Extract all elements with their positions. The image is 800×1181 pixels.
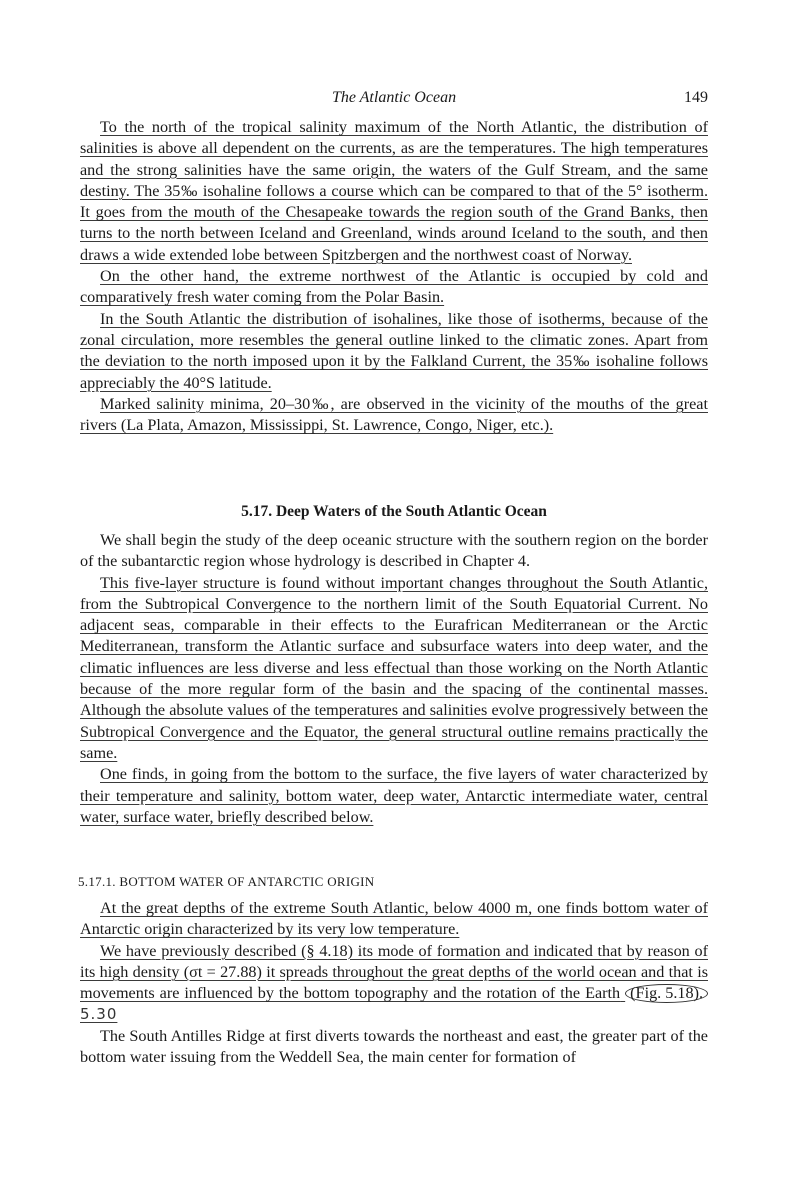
paragraph: In the South Atlantic the distribution of isohalines, like those of isotherms, because of the zonal circulation, more resembles the general outline linked to the climatic zones. Apart from the deviation to the north imposed upon it by the Falkland Current, the 35‰ isohaline follows appreciably the 40°S latitude. [80,309,708,392]
page-header [80,88,708,112]
paragraph: Marked salinity minima, 20–30‰, are observed in the vicinity of the mouths of the great rivers (La Plata, Amazon, Mississippi, St. Lawrence, Congo, Niger, etc.). [80,394,708,435]
paragraph: One finds, in going from the bottom to the surface, the five layers of water characterized by their temperature and salinity, bottom water, deep water, Antarctic intermediate water, central water, surface water, briefly described below. [80,765,708,826]
handwritten-annotation: 5.30 [80,1005,118,1024]
section-heading: 5.17. Deep Waters of the South Atlantic Ocean [241,503,547,520]
paragraph [80,941,708,1026]
paragraph: To the north of the tropical salinity maximum of the North Atlantic, the distribution of salinities is above all dependent on the currents, as are the temperatures. The high temperatures and the strong salinities have the same origin, the waters of the Gulf Stream, and the same destiny. The 35‰ isohaline follows a course which can be compared to that of the 5° isotherm. It goes from the mouth of the Chesapeake towards the region south of the Grand Banks, then turns to the north between Iceland and Greenland, winds around Iceland to the south, and then draws a wide extended lobe between Spitzbergen and the northwest coast of Norway. [80,118,708,264]
page-number: 149 [684,89,708,106]
figure-reference: (Fig. 5.18). [625,984,708,1003]
paragraph: We shall begin the study of the deep oceanic structure with the southern region on the border of the subantarctic region whose hydrology is described in Chapter 4. [80,531,708,571]
section-north-atlantic-salinity [80,117,708,436]
section-bottom-water [80,898,708,1068]
section-deep-waters [80,530,708,828]
paragraph: On the other hand, the extreme northwest of the Atlantic is occupied by cold and comparatively fresh water coming from the Polar Basin. [80,267,708,307]
subsection-heading: 5.17.1. BOTTOM WATER OF ANTARCTIC ORIGIN [78,874,375,889]
paragraph-text: We have previously described (§ 4.18) its mode of formation and indicated that by reason of its high density (σt = 27.88) it spreads throughout the great depths of the world ocean and that is movements are influenced by the bottom topography and the rotation of the Earth [80,941,708,1003]
paragraph: The South Antilles Ridge at first diverts towards the northeast and east, the greater part of the bottom water issuing from the Weddell Sea, the main center for formation of [80,1026,708,1067]
paragraph: This five-layer structure is found without important changes throughout the South Atlantic, from the Subtropical Convergence to the northern limit of the South Equatorial Current. No adjacent seas, comparable in their effects to the Eurafrican Mediterranean or the Arctic Mediterranean, transform the Atlantic surface and subsurface waters into deep water, and the climatic influences are less diverse and less effectual than those working on the North Atlantic because of the more regular form of the basin and the spacing of the continental masses. Although the absolute values of the temperatures and salinities evolve progressively between the Subtropical Convergence and the Equator, the general structural outline remains practically the same. [80,573,708,762]
paragraph: At the great depths of the extreme South Atlantic, below 4000 m, one finds bottom water of Antarctic origin characterized by its very low temperature. [80,899,708,939]
running-title: The Atlantic Ocean [331,89,457,106]
